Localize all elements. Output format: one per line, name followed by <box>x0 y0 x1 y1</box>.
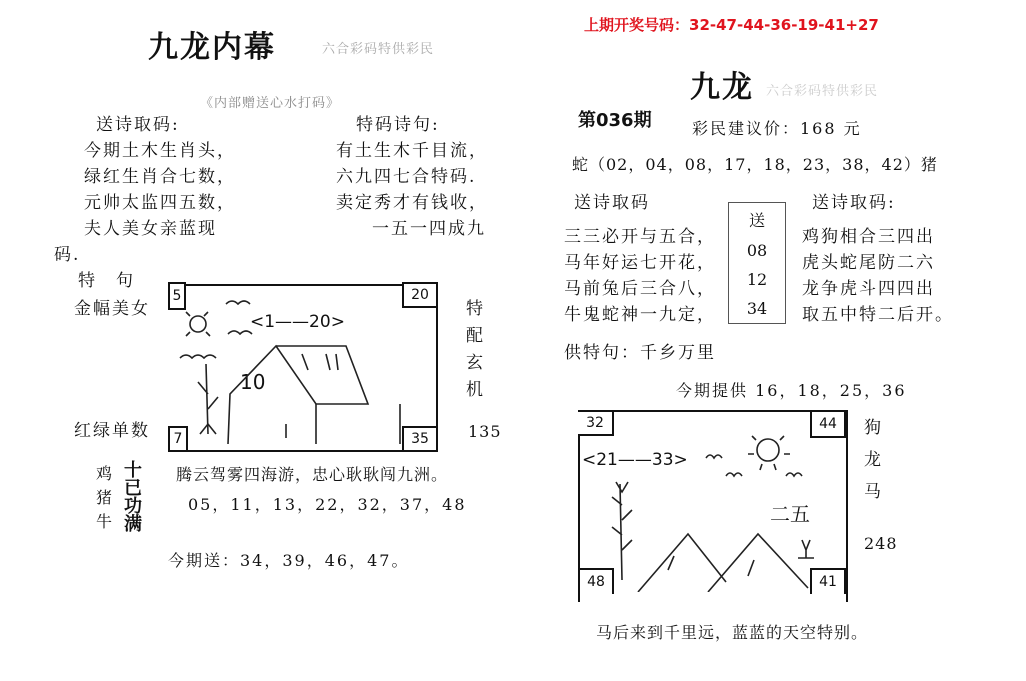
left-verse: 腾云驾雾四海游，忠心耿耿闯九洲。 <box>176 465 449 484</box>
left-side-number: 135 <box>468 422 502 441</box>
left-poem-b-heading: 特码诗句: <box>356 115 440 135</box>
right-special-phrase: 供特句：千乡万里 <box>564 343 716 363</box>
side-char: 机 <box>466 380 485 400</box>
issue-number: 第036期 <box>578 110 652 131</box>
last-draw-label <box>584 14 879 35</box>
house-sketch-icon <box>168 284 440 452</box>
left-title-sub: 六合彩码特供彩民 <box>322 42 435 57</box>
zodiac-char: 猪 <box>96 488 115 507</box>
corner-number: 48 <box>578 568 614 594</box>
left-red-green-label: 红绿单数 <box>74 421 150 441</box>
corner-number: 44 <box>810 410 846 438</box>
side-char: 配 <box>466 326 485 346</box>
zodiac-line: 蛇（02，04，08，17，18，23，38，42）猪 <box>572 155 938 174</box>
left-poem-a-line: 绿红生肖合七数， <box>84 167 236 187</box>
left-poem-b-line: 一五一四成九 <box>372 219 486 239</box>
right-poem-a-line: 牛鬼蛇神一九定， <box>564 305 716 325</box>
right-title: 九龙 <box>690 70 754 105</box>
left-phrase-vertical <box>124 462 142 534</box>
left-this-period: 今期送：34，39，46，47。 <box>168 551 410 570</box>
side-char: 狗 <box>864 418 883 438</box>
last-draw-numbers: 32-47-44-36-19-41+27 <box>689 16 879 34</box>
phrase-char: 满 <box>124 514 142 535</box>
corner-number: 35 <box>402 426 438 452</box>
left-poem-a-line: 今期土木生肖头， <box>84 141 236 161</box>
zodiac-char: 鸡 <box>96 464 115 483</box>
corner-number: 5 <box>168 282 186 310</box>
side-char: 马 <box>864 482 883 502</box>
sketch-char: 二五 <box>770 502 810 526</box>
left-poem-a-line: 夫人美女亲蓝现 <box>84 219 217 239</box>
range-text: <1——20> <box>250 312 345 332</box>
left-numbers: 05，11，13，22，32，37，48 <box>188 495 467 514</box>
right-poem-b-line: 虎头蛇尾防二六 <box>802 253 935 273</box>
gift-box-item: 34 <box>746 299 768 318</box>
phrase-char: 已 <box>124 478 142 499</box>
left-side-chars <box>466 296 485 404</box>
right-this-period: 今期提供 16，18，25，36 <box>676 381 907 400</box>
right-poem-a-heading: 送诗取码 <box>574 193 650 213</box>
last-draw-label-text: 上期开奖号码： <box>584 16 690 34</box>
right-poem-b-line: 取五中特二后开。 <box>802 305 954 325</box>
right-side-chars <box>864 412 883 508</box>
gift-box <box>728 202 786 324</box>
left-zodiac-vertical <box>96 462 114 534</box>
gift-box-item: 12 <box>746 270 768 289</box>
left-special-phrase: 金幅美女 <box>74 299 150 319</box>
side-char: 龙 <box>864 450 883 470</box>
right-side-number: 248 <box>864 534 898 553</box>
right-sketch-picture <box>578 410 848 592</box>
side-char: 特 <box>466 299 485 319</box>
right-title-sub: 六合彩码特供彩民 <box>766 84 879 99</box>
left-poem-a-heading: 送诗取码: <box>96 115 180 135</box>
left-poem-a-line: 元帅太监四五数， <box>84 193 236 213</box>
right-footer-verse: 马后来到千里远，蓝蓝的天空特别。 <box>596 623 869 642</box>
left-subtitle: 《内部赠送心水打码》 <box>200 96 341 111</box>
right-poem-b-line: 鸡狗相合三四出 <box>802 227 935 247</box>
right-poem-a-line: 三三必开与五合， <box>564 227 716 247</box>
phrase-char: 功 <box>124 496 142 517</box>
mountain-sketch-icon <box>578 410 848 592</box>
corner-number: 7 <box>168 426 188 452</box>
gift-box-item: 08 <box>746 241 768 260</box>
right-poem-a-line: 马年好运七开花， <box>564 253 716 273</box>
gift-box-item: 送 <box>748 211 765 230</box>
left-poem-b-line: 有土生木千目流， <box>336 141 488 161</box>
left-poem-b-line: 卖定秀才有钱收， <box>336 193 488 213</box>
corner-number: 20 <box>402 282 438 308</box>
right-poem-b-heading: 送诗取码: <box>812 193 896 213</box>
house-number: 10 <box>240 370 266 394</box>
price: 彩民建议价：168 元 <box>692 119 862 138</box>
corner-number: 32 <box>578 410 614 436</box>
side-char: 玄 <box>466 353 485 373</box>
corner-number: 41 <box>810 568 846 594</box>
left-title: 九龙内幕 <box>148 30 276 65</box>
right-poem-b-line: 龙争虎斗四四出 <box>802 279 935 299</box>
zodiac-char: 牛 <box>96 512 115 531</box>
left-special-label: 特 句 <box>78 271 135 291</box>
range-text: <21——33> <box>582 450 688 470</box>
left-sketch-picture <box>168 284 440 452</box>
left-poem-a-tail: 码. <box>54 245 81 265</box>
right-poem-a-line: 马前兔后三合八， <box>564 279 716 299</box>
left-poem-b-line: 六九四七合特码. <box>336 167 477 187</box>
phrase-char: 十 <box>124 460 142 481</box>
